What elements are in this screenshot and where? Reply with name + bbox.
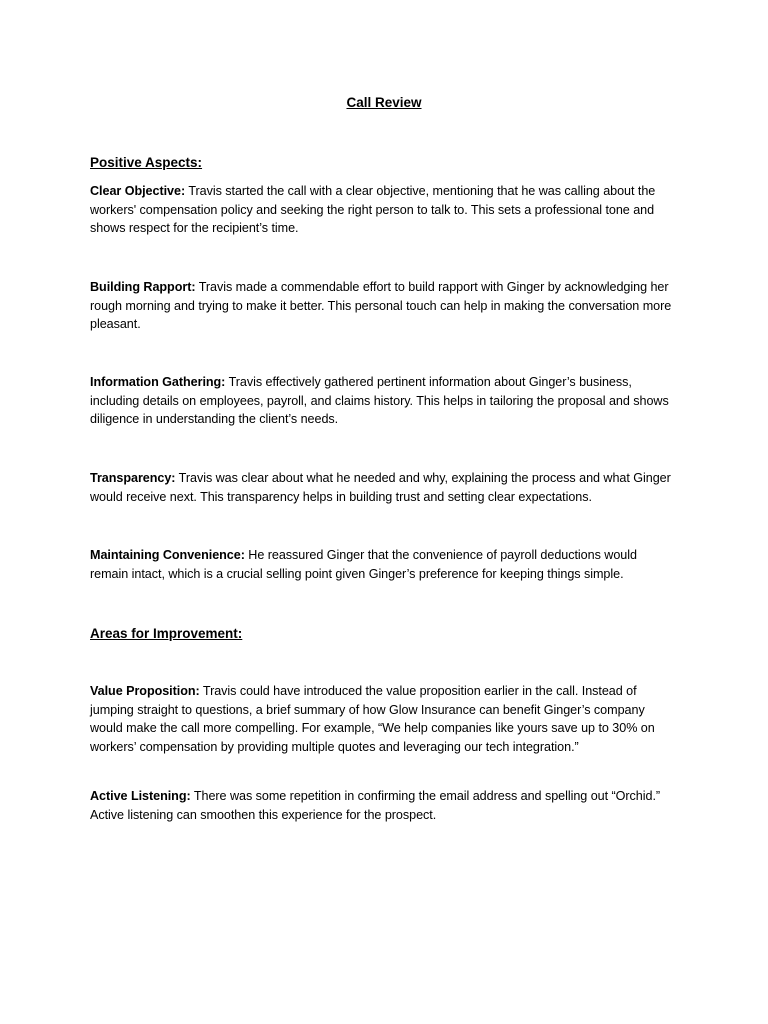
paragraph-term: Active Listening: [90,789,191,803]
positive-aspects-heading: Positive Aspects: [90,155,203,170]
maintaining-convenience-paragraph [90,546,678,583]
paragraph-text: Travis was clear about what he needed and why, explaining the process and what Ginger would receive next. This transparency helps in building trust and setting clear expectations. [90,471,671,504]
areas-for-improvement-heading: Areas for Improvement: [90,626,243,641]
paragraph-term: Building Rapport: [90,280,196,294]
information-gathering-paragraph [90,373,678,429]
active-listening-paragraph [90,787,678,824]
paragraph-term: Clear Objective: [90,184,186,198]
paragraph-term: Information Gathering: [90,375,226,389]
paragraph-term: Maintaining Convenience: [90,548,245,562]
paragraph-text: There was some repetition in confirming the email address and spelling out “Orchid.” Active listening can smoothen this experience for the prospect. [90,789,661,822]
paragraph-term: Transparency: [90,471,176,485]
paragraph-text: He reassured Ginger that the convenience of payroll deductions would remain intact, which is a crucial selling point given Ginger’s preference for keeping things simple. [90,548,637,581]
paragraph-term: Value Proposition: [90,684,200,698]
paragraph-text: Travis started the call with a clear objective, mentioning that he was calling about the workers' compensation policy and seeking the right person to talk to. This sets a professional tone and shows respect for the recipient’s time. [90,184,656,236]
building-rapport-paragraph [90,278,678,334]
paragraph-text: Travis made a commendable effort to build rapport with Ginger by acknowledging her rough morning and trying to make it better. This personal touch can help in making the conversation more pleasant. [90,280,672,332]
paragraph-text: Travis effectively gathered pertinent information about Ginger’s business, including details on employees, payroll, and claims history. This helps in tailoring the proposal and shows diligence in understanding the client’s needs. [90,375,669,427]
clear-objective-paragraph [90,182,678,238]
paragraph-text: Travis could have introduced the value proposition earlier in the call. Instead of jumping straight to questions, a brief summary of how Glow Insurance can benefit Ginger’s company would make the call more compelling. For example, “We help companies like yours save up to 30% on workers’ compensation by providing multiple quotes and leveraging our tech integration.” [90,684,655,755]
page-title: Call Review [346,95,422,110]
value-proposition-paragraph [90,682,678,757]
transparency-paragraph [90,469,678,506]
